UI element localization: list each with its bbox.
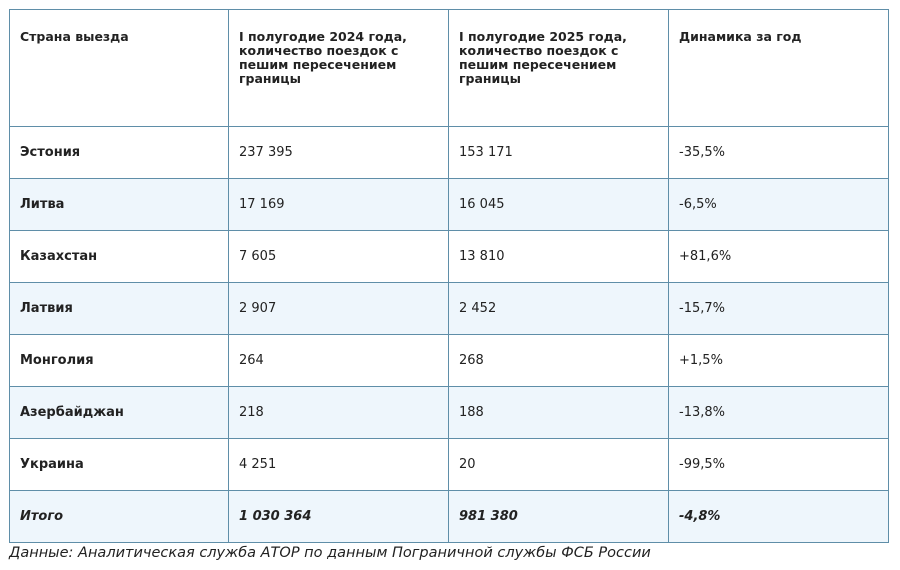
- change-cell: -13,8%: [669, 387, 889, 439]
- total-label: Итого: [10, 491, 229, 543]
- header-h1-2024: I полугодие 2024 года, количество поездок с пешим пересечением границы: [229, 10, 449, 127]
- h1-2025-cell: 268: [449, 335, 669, 387]
- country-cell: Монголия: [10, 335, 229, 387]
- table-row: [10, 231, 889, 283]
- country-cell: Азербайджан: [10, 387, 229, 439]
- country-cell: Казахстан: [10, 231, 229, 283]
- change-cell: -15,7%: [669, 283, 889, 335]
- change-cell: -35,5%: [669, 127, 889, 179]
- h1-2024-cell: 264: [229, 335, 449, 387]
- h1-2025-cell: 188: [449, 387, 669, 439]
- h1-2024-cell: 4 251: [229, 439, 449, 491]
- header-change: Динамика за год: [669, 10, 889, 127]
- table-row: [10, 387, 889, 439]
- total-row: [10, 491, 889, 543]
- total-h1-2024: 1 030 364: [229, 491, 449, 543]
- table-row: [10, 283, 889, 335]
- country-cell: Украина: [10, 439, 229, 491]
- change-cell: -99,5%: [669, 439, 889, 491]
- table-row: [10, 335, 889, 387]
- table-row: [10, 439, 889, 491]
- header-country: Страна выезда: [10, 10, 229, 127]
- table-row: [10, 179, 889, 231]
- change-cell: +1,5%: [669, 335, 889, 387]
- h1-2025-cell: 16 045: [449, 179, 669, 231]
- h1-2025-cell: 2 452: [449, 283, 669, 335]
- header-h1-2025: I полугодие 2025 года, количество поездок с пешим пересечением границы: [449, 10, 669, 127]
- h1-2024-cell: 237 395: [229, 127, 449, 179]
- country-cell: Эстония: [10, 127, 229, 179]
- change-cell: +81,6%: [669, 231, 889, 283]
- h1-2025-cell: 13 810: [449, 231, 669, 283]
- country-cell: Литва: [10, 179, 229, 231]
- table-row: [10, 127, 889, 179]
- h1-2024-cell: 2 907: [229, 283, 449, 335]
- source-note: Данные: Аналитическая служба АТОР по данным Пограничной службы ФСБ России: [9, 545, 651, 561]
- table-header-row: [10, 10, 889, 127]
- h1-2024-cell: 7 605: [229, 231, 449, 283]
- h1-2024-cell: 218: [229, 387, 449, 439]
- h1-2024-cell: 17 169: [229, 179, 449, 231]
- border-crossing-table: [9, 9, 889, 543]
- total-h1-2025: 981 380: [449, 491, 669, 543]
- h1-2025-cell: 153 171: [449, 127, 669, 179]
- h1-2025-cell: 20: [449, 439, 669, 491]
- change-cell: -6,5%: [669, 179, 889, 231]
- country-cell: Латвия: [10, 283, 229, 335]
- total-change: -4,8%: [669, 491, 889, 543]
